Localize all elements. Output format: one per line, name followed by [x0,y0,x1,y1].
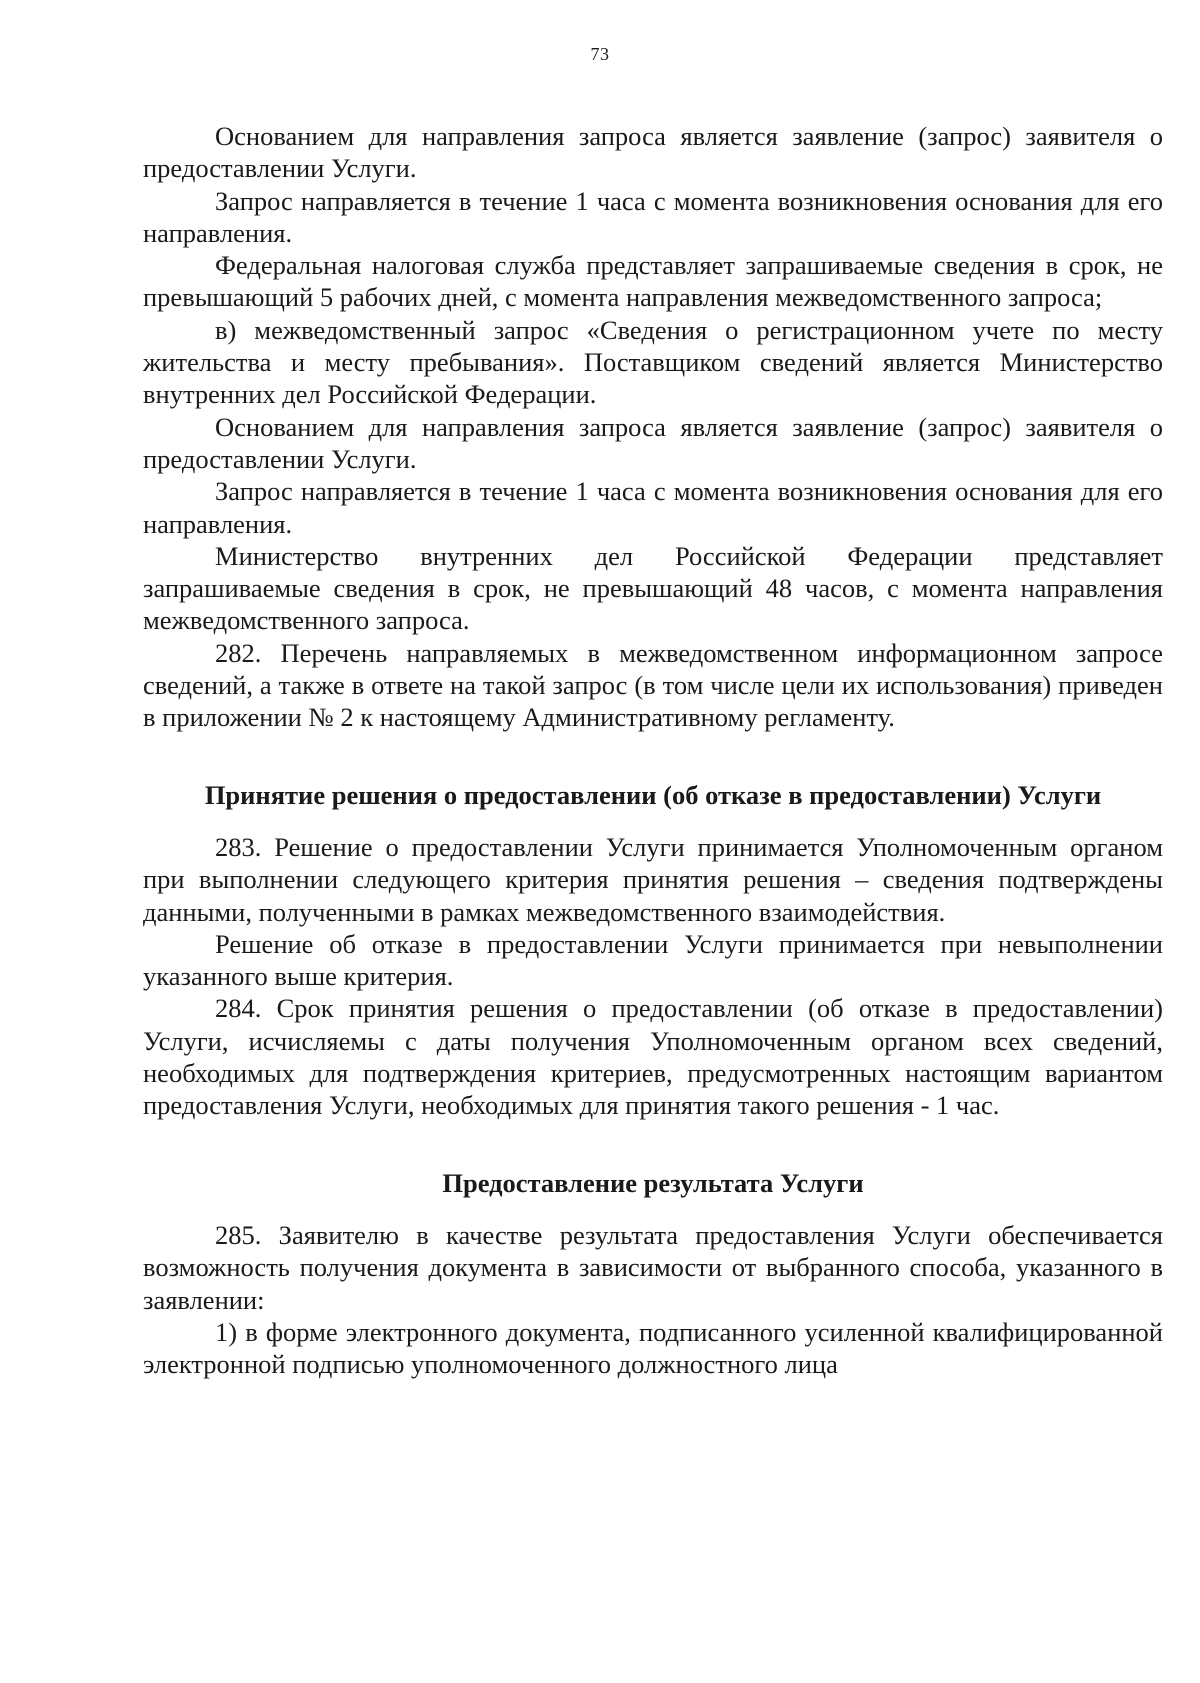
paragraph: Основанием для направления запроса является заявление (запрос) заявителя о предоставлении Услуги. [143,121,1163,184]
paragraph: 282. Перечень направляемых в межведомственном информационном запросе сведений, а также в ответе на такой запрос (в том числе цели их использования) приведен в приложении № 2 к настоящему Административному регламенту. [143,637,1163,733]
paragraph: Федеральная налоговая служба представляет запрашиваемые сведения в срок, не превышающий 5 рабочих дней, с момента направления межведомственного запроса; [143,250,1163,313]
section-heading-result: Предоставление результата Услуги [442,1167,864,1198]
paragraph: 1) в форме электронного документа, подписанного усиленной квалифицированной электронной подписью уполномоченного должностного лица [143,1316,1163,1380]
paragraph: Министерство внутренних дел Российской Федерации представляет запрашиваемые сведения в срок, не превышающий 48 часов, с момента направления межведомственного запроса. [143,540,1163,636]
paragraph: Решение об отказе в предоставлении Услуги принимается при невыполнении указанного выше критерия. [143,928,1163,992]
page-number: 73 [590,44,610,64]
paragraph: 285. Заявителю в качестве результата предоставления Услуги обеспечивается возможность получения документа в зависимости от выбранного способа, указанного в заявлении: [143,1219,1163,1315]
paragraph: 283. Решение о предоставлении Услуги принимается Уполномоченным органом при выполнении следующего критерия принятия решения – сведения подтверждены данными, полученными в рамках межведомственного взаимодействия. [143,831,1163,927]
section-heading-decision: Принятие решения о предоставлении (об отказе в предоставлении) Услуги [204,779,1102,810]
paragraph: 284. Срок принятия решения о предоставлении (об отказе в предоставлении) Услуги, исчисляемы с даты получения Уполномоченным органом всех сведений, необходимых для подтверждения критериев, предусмотренных настоящим вариантом предоставления Услуги, необходимых для принятия такого решения - 1 час. [143,993,1163,1121]
paragraph: в) межведомственный запрос «Сведения о регистрационном учете по месту жительства и месту пребывания». Поставщиком сведений является Министерство внутренних дел Российской Федерации. [143,314,1163,410]
paragraph: Запрос направляется в течение 1 часа с момента возникновения основания для его направления. [143,476,1163,539]
paragraph: Запрос направляется в течение 1 часа с момента возникновения основания для его направления. [143,185,1163,248]
document-body [143,120,1163,1380]
paragraph: Основанием для направления запроса является заявление (запрос) заявителя о предоставлении Услуги. [143,411,1163,474]
